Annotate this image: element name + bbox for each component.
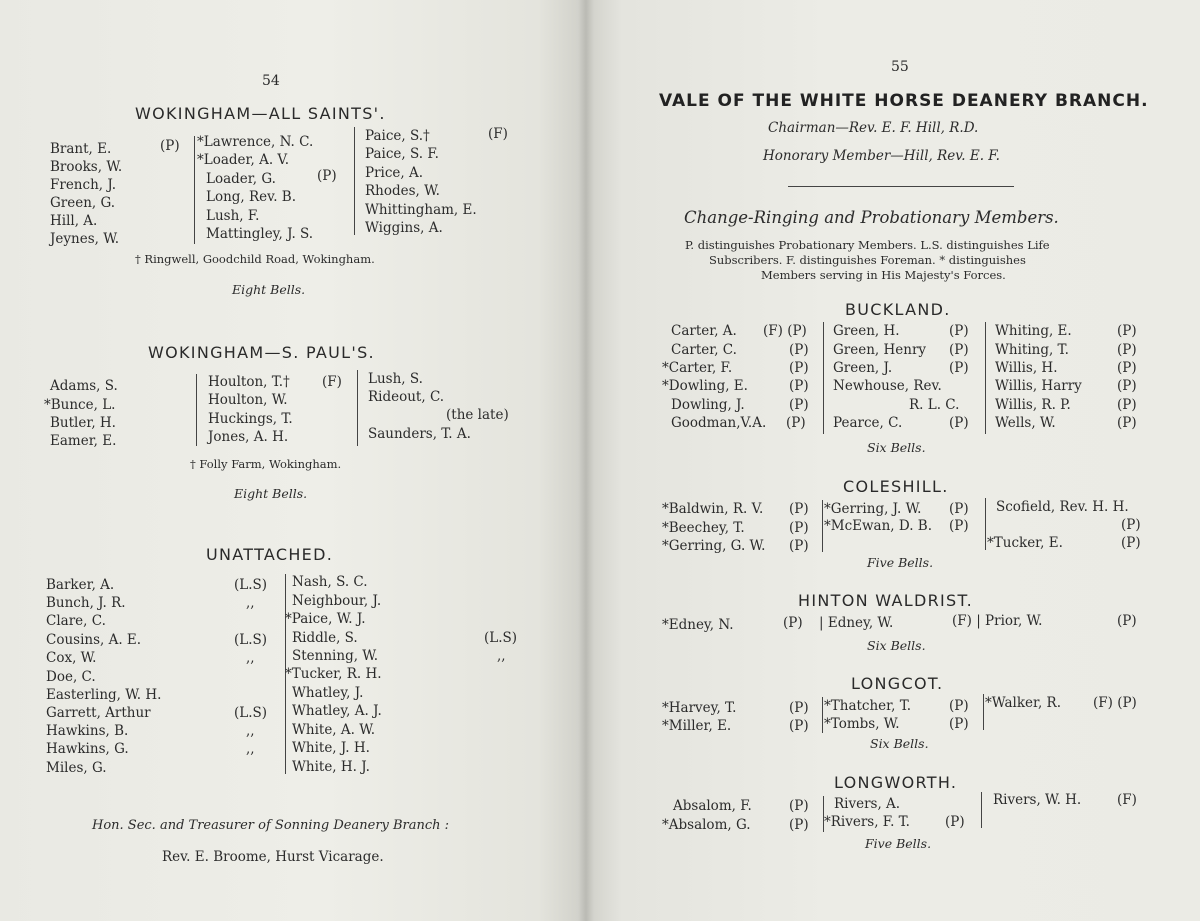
list-item: Willis, R. P. — [995, 397, 1071, 413]
page-title: VALE OF THE WHITE HORSE DEANERY BRANCH. — [659, 91, 1149, 111]
tag-probationary: (P) — [789, 520, 809, 536]
bells-longworth: Five Bells. — [865, 836, 932, 851]
list-item: Riddle, S. — [292, 630, 358, 646]
tag-probationary: (P) — [783, 615, 803, 631]
list-item: Hawkins, B. — [46, 723, 129, 739]
tag-foreman: (F) — [488, 126, 508, 142]
list-item: *Thatcher, T. — [824, 698, 912, 714]
list-item: Absalom, F. — [673, 798, 752, 814]
tag-probationary: (P) — [789, 798, 809, 814]
list-item: Paice, S.† — [365, 128, 430, 144]
list-item: *Tucker, E. — [987, 535, 1063, 551]
list-item: White, J. H. — [292, 740, 370, 756]
tag-life-subscriber: (L.S) — [484, 630, 518, 646]
tag-probationary: (P) — [789, 718, 809, 734]
tag-foreman-and-next-name: (F) | Prior, W. — [952, 613, 1043, 629]
tag-foreman-probationary: (F) (P) — [1093, 695, 1137, 711]
tag-ditto: ,, — [246, 595, 255, 611]
tag-ditto: ,, — [497, 648, 506, 664]
list-item: Barker, A. — [46, 577, 115, 593]
list-item: Eamer, E. — [50, 433, 117, 449]
list-item: Price, A. — [365, 165, 424, 181]
tag-probationary: (P) — [1121, 535, 1141, 551]
heading-longcot: LONGCOT. — [851, 674, 944, 693]
list-item: *Gerring, J. W. — [824, 501, 922, 517]
tag-probationary: (P) — [789, 501, 809, 517]
list-item: *Bunce, L. — [44, 397, 116, 413]
list-item: Easterling, W. H. — [46, 687, 162, 703]
tag-probationary: (P) — [789, 397, 809, 413]
column-divider — [357, 370, 358, 446]
list-item: *Paice, W. J. — [285, 611, 366, 627]
list-item: White, H. J. — [292, 759, 370, 775]
list-item: Brooks, W. — [50, 159, 123, 175]
bells-buckland: Six Bells. — [867, 440, 926, 455]
footnote-st-pauls: † Folly Farm, Wokingham. — [190, 457, 342, 471]
list-item-note: (the late) — [446, 407, 509, 423]
column-divider — [823, 322, 824, 434]
tag-life-subscriber: (L.S) — [234, 705, 268, 721]
tag-ditto: ,, — [246, 650, 255, 666]
list-item: Whatley, A. J. — [292, 703, 382, 719]
list-item: *Tombs, W. — [824, 716, 900, 732]
tag-probationary: (P) — [1117, 323, 1137, 339]
list-item: Lush, S. — [368, 371, 423, 387]
list-item: Whatley, J. — [292, 685, 364, 701]
list-item: *Baldwin, R. V. — [662, 501, 764, 517]
tag-probationary: (P) — [1117, 613, 1137, 629]
heading-longworth: LONGWORTH. — [834, 773, 958, 792]
list-item: Carter, C. — [671, 342, 737, 358]
list-item: Green, G. — [50, 195, 116, 211]
list-item: Cousins, A. E. — [46, 632, 142, 648]
list-item: Carter, A. — [671, 323, 737, 339]
list-item: Brant, E. — [50, 141, 112, 157]
column-divider — [822, 500, 823, 552]
list-item: Willis, Harry — [995, 378, 1082, 394]
list-item: Neighbour, J. — [292, 593, 382, 609]
tag-probationary: (P) — [949, 415, 969, 431]
list-item: Cox, W. — [46, 650, 97, 666]
list-item: Scofield, Rev. H. H. — [996, 499, 1129, 515]
honorary-member-line: Honorary Member—Hill, Rev. E. F. — [763, 148, 1000, 164]
list-item: Hawkins, G. — [46, 741, 129, 757]
list-item: White, A. W. — [292, 722, 376, 738]
heading-coleshill: COLESHILL. — [843, 477, 949, 496]
legend-line-1: P. distinguishes Probationary Members. L.S. distinguishes Life — [685, 238, 1050, 252]
tag-probationary: (P) — [949, 360, 969, 376]
tag-probationary: (P) — [949, 342, 969, 358]
tag-ditto: ,, — [246, 723, 255, 739]
list-item: Green, Henry — [833, 342, 927, 358]
tag-probationary: (P) — [786, 415, 806, 431]
column-divider — [822, 697, 823, 733]
heading-wokingham-st-pauls: WOKINGHAM—S. PAUL'S. — [148, 343, 375, 362]
list-item: Rideout, C. — [368, 389, 445, 405]
book-gutter — [578, 0, 594, 921]
list-item: Wells, W. — [995, 415, 1056, 431]
list-item: *Tucker, R. H. — [285, 666, 382, 682]
list-item: *Miller, E. — [662, 718, 732, 734]
list-item: Rhodes, W. — [365, 183, 440, 199]
list-item: *Rivers, F. T. — [824, 814, 910, 830]
list-item: Garrett, Arthur — [46, 705, 151, 721]
bells-all-saints: Eight Bells. — [232, 282, 306, 297]
list-item: Houlton, T.† — [208, 374, 290, 390]
list-item: Butler, H. — [50, 415, 116, 431]
list-item: Pearce, C. — [833, 415, 903, 431]
tag-probationary: (P) — [789, 360, 809, 376]
left-page — [0, 0, 585, 921]
list-item: Green, H. — [833, 323, 900, 339]
list-item: R. L. C. — [909, 397, 960, 413]
column-divider — [196, 374, 197, 446]
list-item: Hill, A. — [50, 213, 98, 229]
heading-hinton-waldrist: HINTON WALDRIST. — [798, 591, 974, 610]
list-item: Dowling, J. — [671, 397, 745, 413]
list-item: *Carter, F. — [662, 360, 733, 376]
tag-probationary: (P) — [789, 817, 809, 833]
list-item: *Lawrence, N. C. — [197, 134, 314, 150]
page-number-right: 55 — [891, 59, 909, 75]
tag-probationary: (P) — [789, 378, 809, 394]
tag-probationary: (P) — [949, 698, 969, 714]
tag-probationary: (P) — [949, 501, 969, 517]
tag-probationary: (P) — [949, 716, 969, 732]
footer-secretary-title: Hon. Sec. and Treasurer of Sonning Deanery Branch : — [92, 818, 450, 833]
list-item: Nash, S. C. — [292, 574, 368, 590]
tag-probationary: (P) — [1117, 378, 1137, 394]
tag-probationary: (P) — [789, 342, 809, 358]
list-item: Newhouse, Rev. — [833, 378, 942, 394]
list-item: Loader, G. — [206, 171, 276, 187]
list-item: *Edney, N. — [662, 617, 734, 633]
tag-probationary: (P) — [1117, 415, 1137, 431]
tag-life-subscriber: (L.S) — [234, 577, 268, 593]
bells-st-pauls: Eight Bells. — [234, 486, 308, 501]
tag-foreman-probationary: (F) (P) — [763, 323, 807, 339]
list-item: Wiggins, A. — [365, 220, 443, 236]
list-item: Rivers, A. — [834, 796, 901, 812]
column-divider — [985, 322, 986, 434]
list-item: Long, Rev. B. — [206, 189, 296, 205]
list-item: Saunders, T. A. — [368, 426, 471, 442]
list-item: Goodman,V.A. — [671, 415, 767, 431]
column-divider — [354, 127, 355, 235]
tag-ditto: ,, — [246, 741, 255, 757]
heading-wokingham-all-saints: WOKINGHAM—ALL SAINTS'. — [135, 104, 386, 123]
footer-secretary-name: Rev. E. Broome, Hurst Vicarage. — [162, 849, 384, 865]
bells-longcot: Six Bells. — [870, 736, 929, 751]
list-item: *Walker, R. — [985, 695, 1061, 711]
list-item: Bunch, J. R. — [46, 595, 126, 611]
tag-probationary: (P) — [945, 814, 965, 830]
column-divider — [981, 792, 982, 828]
list-item: Green, J. — [833, 360, 893, 376]
list-item: *Beechey, T. — [662, 520, 745, 536]
page-number-left: 54 — [262, 73, 280, 89]
list-item: *McEwan, D. B. — [824, 518, 933, 534]
tag-foreman: (F) — [1117, 792, 1137, 808]
list-item: Whiting, T. — [995, 342, 1069, 358]
tag-probationary: (P) — [789, 700, 809, 716]
list-item: *Harvey, T. — [662, 700, 737, 716]
column-divider — [194, 136, 195, 244]
list-item: *Dowling, E. — [662, 378, 748, 394]
list-item: Jeynes, W. — [50, 231, 120, 247]
tag-probationary: (P) — [789, 538, 809, 554]
section-subtitle: Change-Ringing and Probationary Members. — [684, 208, 1059, 227]
column-divider — [985, 498, 986, 550]
list-item: French, J. — [50, 177, 116, 193]
tag-probationary: (P) — [1117, 397, 1137, 413]
list-item: Huckings, T. — [208, 411, 293, 427]
chairman-line: Chairman—Rev. E. F. Hill, R.D. — [768, 120, 979, 136]
heading-unattached: UNATTACHED. — [206, 545, 334, 564]
list-item: Paice, S. F. — [365, 146, 439, 162]
list-item: Clare, C. — [46, 613, 106, 629]
right-page — [585, 0, 1200, 921]
list-item: Mattingley, J. S. — [206, 226, 314, 242]
list-item: Willis, H. — [995, 360, 1058, 376]
list-item: | Edney, W. — [819, 615, 894, 631]
tag-probationary: (P) — [1117, 342, 1137, 358]
tag-foreman: (F) — [322, 374, 342, 390]
list-item: Stenning, W. — [292, 648, 379, 664]
list-item: Whiting, E. — [995, 323, 1072, 339]
tag-probationary: (P) — [1117, 360, 1137, 376]
tag-probationary: (P) — [160, 138, 180, 154]
divider-rule — [788, 186, 1014, 187]
column-divider — [983, 694, 984, 730]
list-item: Rivers, W. H. — [993, 792, 1082, 808]
list-item: Adams, S. — [50, 378, 118, 394]
bells-hinton-waldrist: Six Bells. — [867, 638, 926, 653]
tag-life-subscriber: (L.S) — [234, 632, 268, 648]
list-item: *Gerring, G. W. — [662, 538, 766, 554]
list-item: Whittingham, E. — [365, 202, 477, 218]
list-item: *Absalom, G. — [662, 817, 751, 833]
tag-probationary: (P) — [949, 323, 969, 339]
legend-line-3: Members serving in His Majesty's Forces. — [761, 268, 1006, 282]
list-item: Doe, C. — [46, 669, 96, 685]
legend-line-2: Subscribers. F. distinguishes Foreman. * distinguishes — [709, 253, 1026, 267]
list-item: Miles, G. — [46, 760, 107, 776]
footnote-all-saints: † Ringwell, Goodchild Road, Wokingham. — [135, 252, 375, 266]
tag-probationary: (P) — [317, 168, 337, 184]
list-item: *Loader, A. V. — [197, 152, 290, 168]
tag-probationary: (P) — [1121, 517, 1141, 533]
list-item: Lush, F. — [206, 208, 260, 224]
list-item: Houlton, W. — [208, 392, 288, 408]
heading-buckland: BUCKLAND. — [845, 300, 951, 319]
list-item: Jones, A. H. — [208, 429, 289, 445]
tag-probationary: (P) — [949, 518, 969, 534]
bells-coleshill: Five Bells. — [867, 555, 934, 570]
